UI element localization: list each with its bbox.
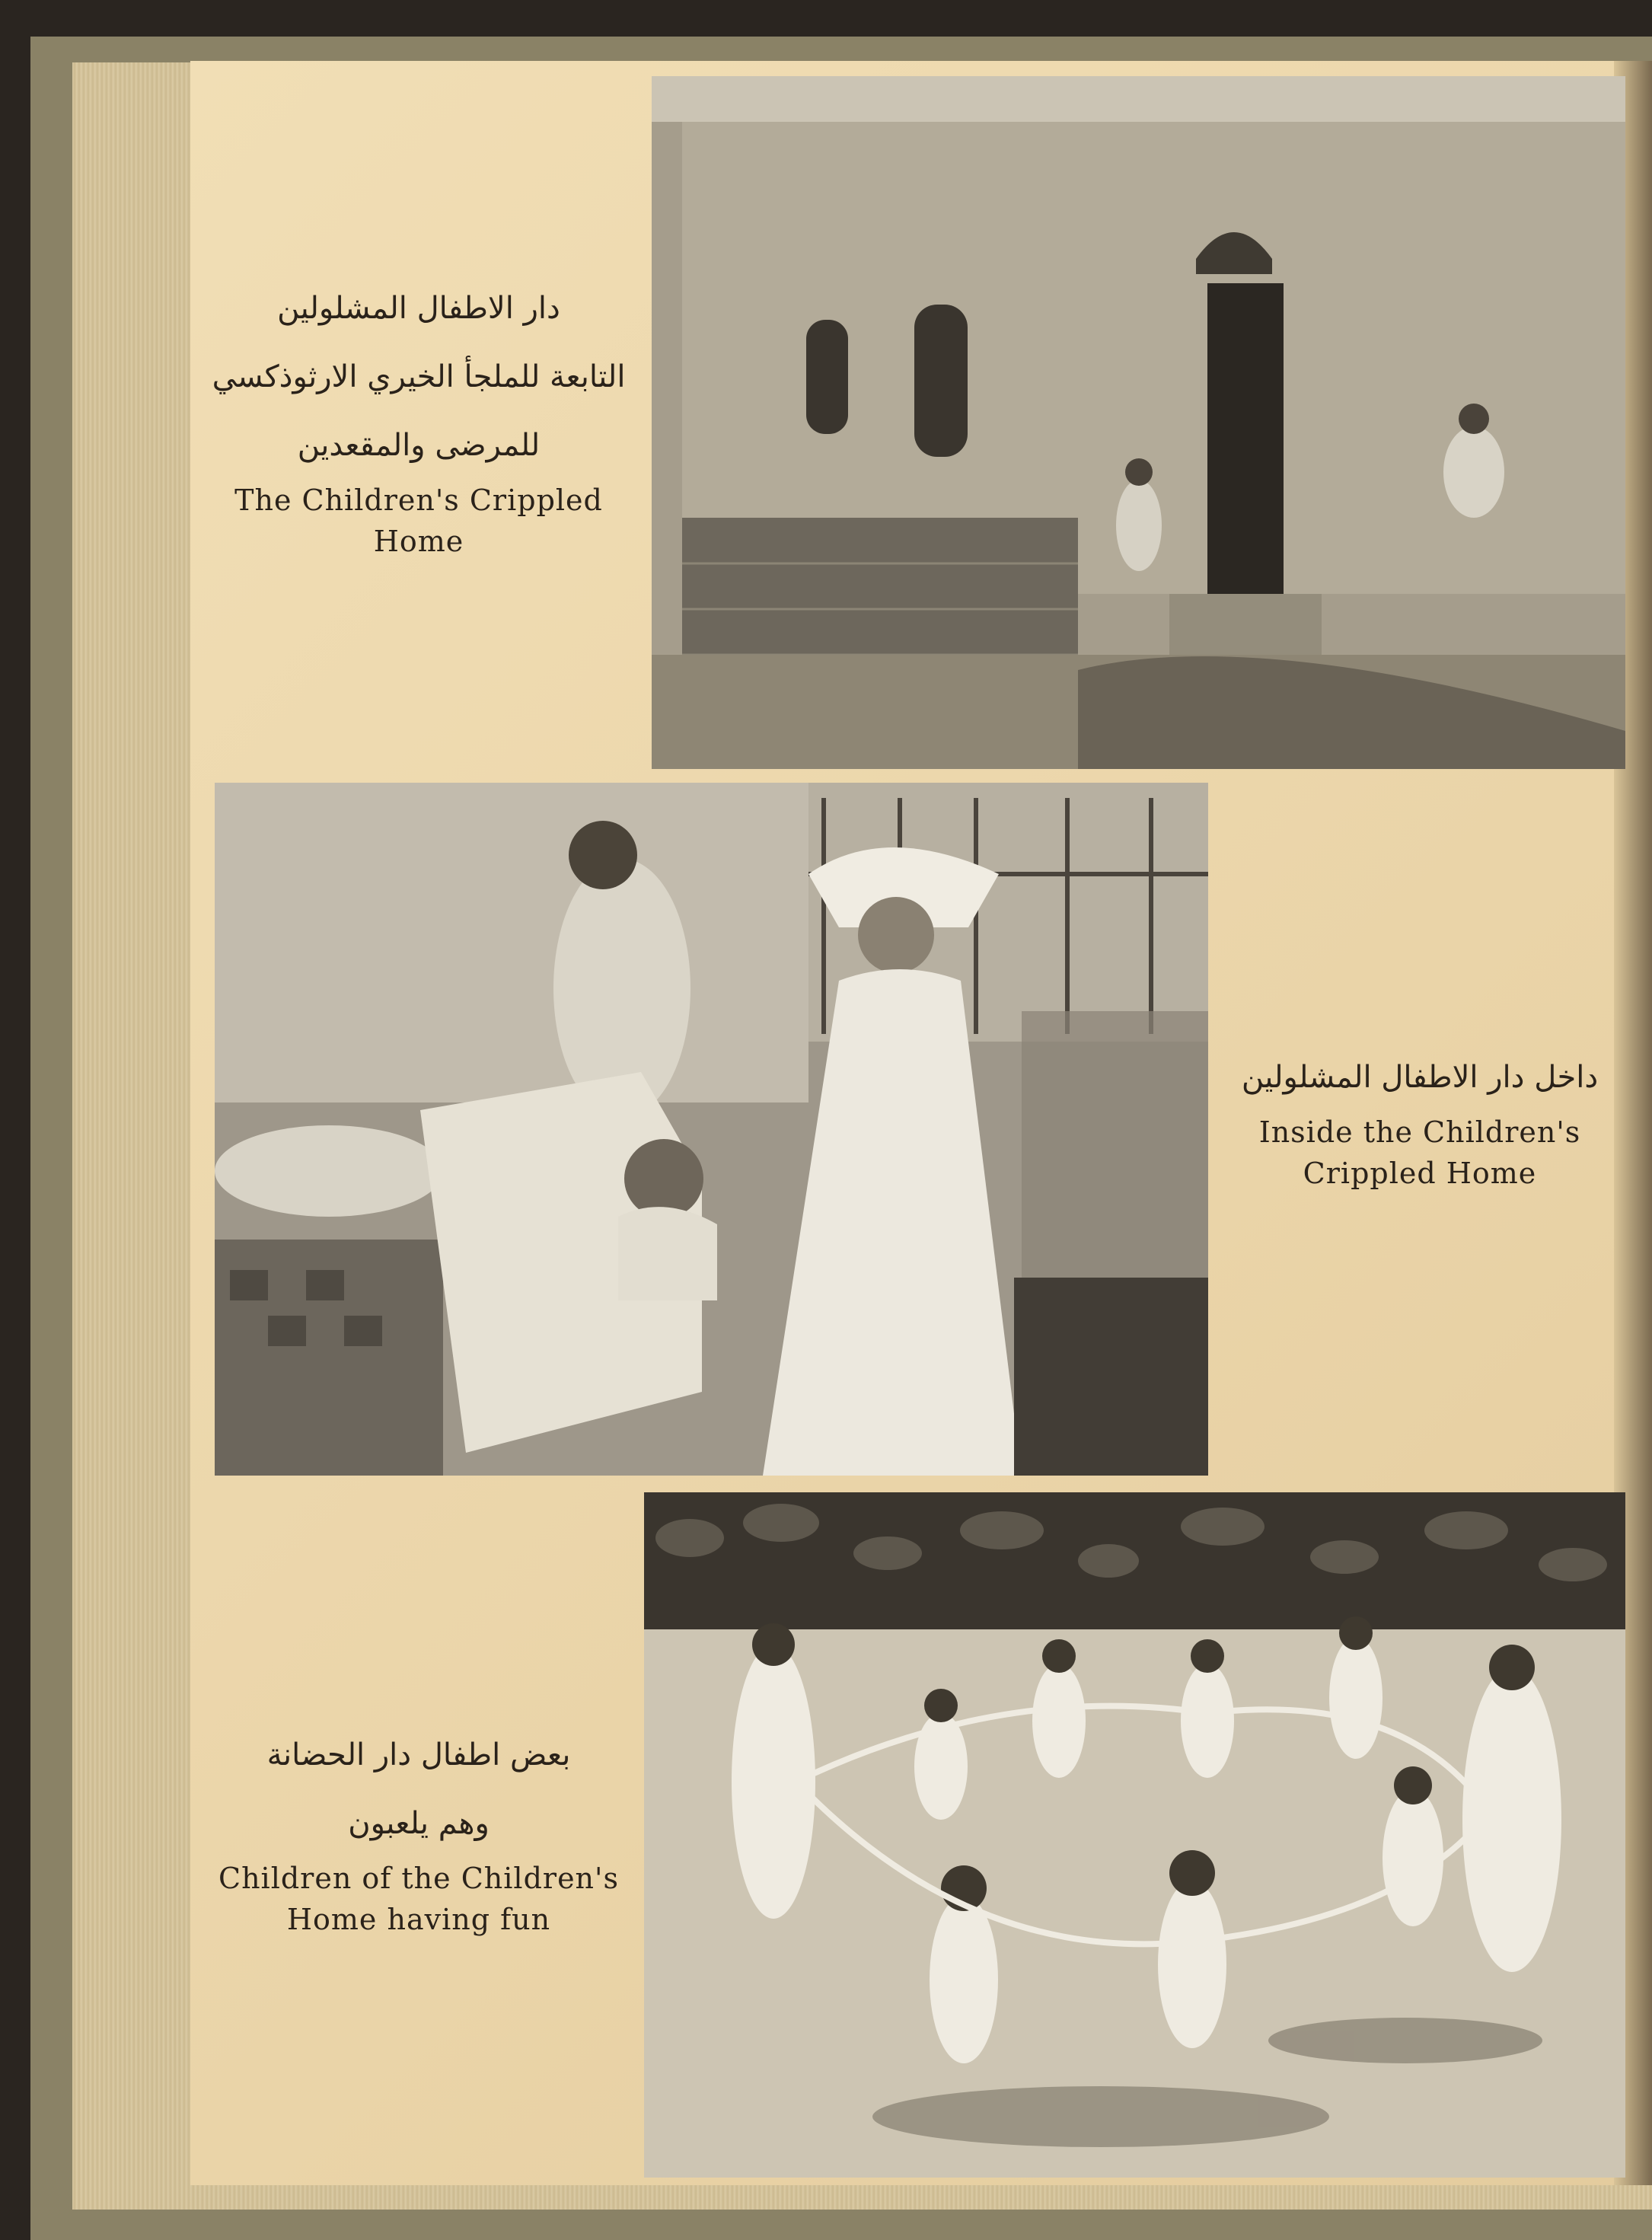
caption-inside-english-1: Inside the Children's (1258, 1115, 1581, 1149)
caption-playing-english-2: Home having fun (286, 1903, 551, 1936)
caption-playing-english-1: Children of the Children's (218, 1862, 619, 1895)
caption-inside-arabic-1: داخل دار الاطفال المشلولين (1241, 1060, 1599, 1095)
caption-playing-arabic-2: وهم يلعبون (348, 1806, 490, 1841)
caption-building-arabic-2: التابعة للملجأ الخيري الارثوذكسي (212, 359, 626, 394)
caption-building-arabic-3: للمرضى والمقعدين (297, 428, 541, 463)
photo-children-playing (644, 1492, 1625, 2178)
caption-building-english-1: The Children's Crippled (234, 483, 603, 517)
caption-inside (1222, 1043, 1618, 1194)
caption-playing (206, 1721, 632, 1940)
caption-building-english-2: Home (373, 525, 464, 558)
caption-playing-arabic-1: بعض اطفال دار الحضانة (266, 1737, 571, 1773)
caption-inside-english-2: Crippled Home (1303, 1157, 1537, 1190)
photo-building-exterior (652, 76, 1625, 769)
caption-building-arabic-1: دار الاطفال المشلولين (277, 291, 560, 326)
caption-building (206, 274, 632, 562)
photo-inside-home (215, 783, 1208, 1476)
